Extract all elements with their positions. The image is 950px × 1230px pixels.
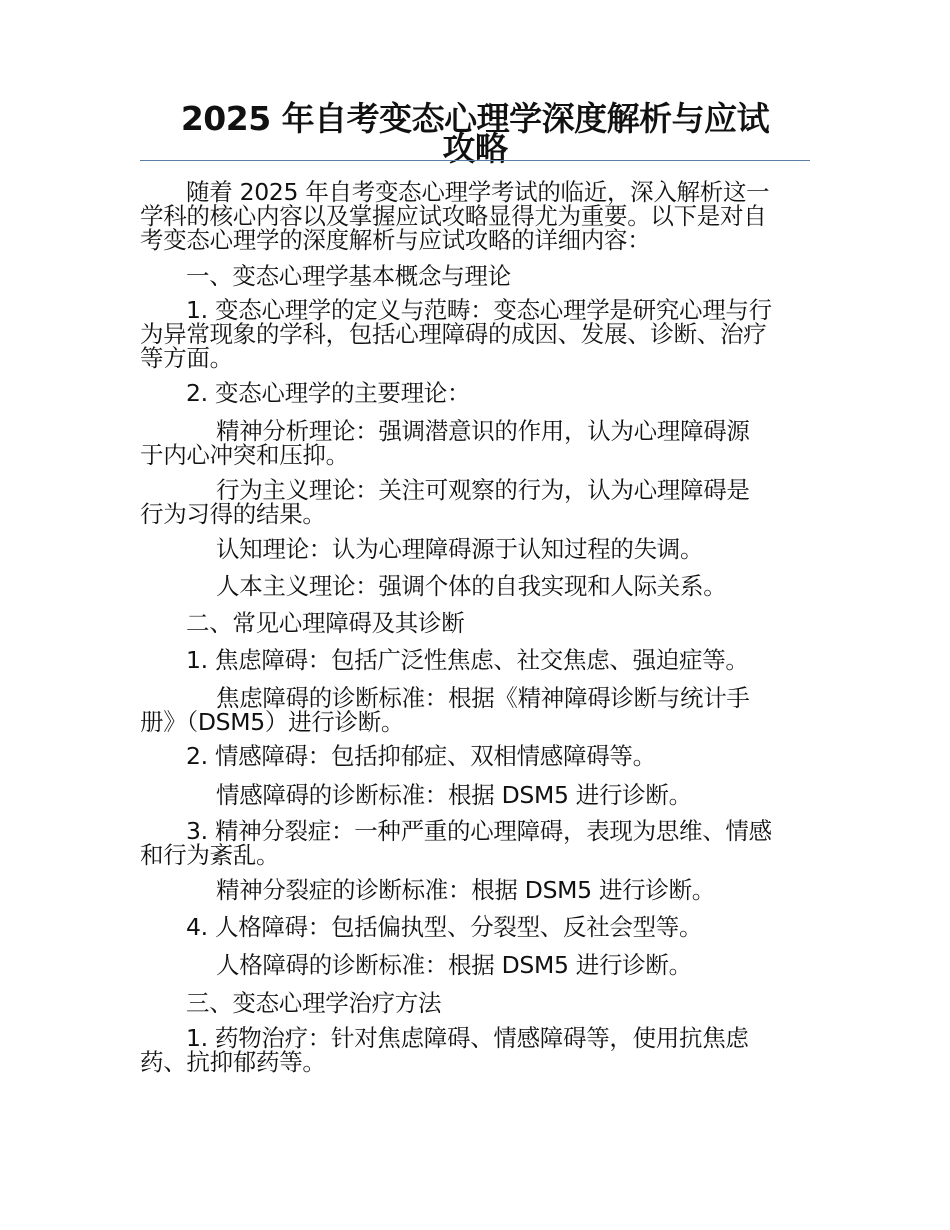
- item-2-3-line-1: 3. 精神分裂症：一种严重的心理障碍，表现为思维、情感: [186, 817, 772, 845]
- item-2-3-diagnosis: 精神分裂症的诊断标准：根据 DSM5 进行诊断。: [216, 876, 715, 904]
- theory-humanistic: 人本主义理论：强调个体的自我实现和人际关系。: [216, 572, 727, 600]
- item-1-1: [140, 298, 812, 370]
- theory-psychoanalytic: [140, 419, 812, 467]
- section-3-heading: 三、变态心理学治疗方法: [186, 989, 442, 1017]
- section-1-heading: 一、变态心理学基本概念与理论: [186, 262, 511, 290]
- item-2-2: 2. 情感障碍：包括抑郁症、双相情感障碍等。: [186, 742, 656, 770]
- item-1-1-line-1: 1. 变态心理学的定义与范畴：变态心理学是研究心理与行: [186, 296, 772, 324]
- item-2-3: [140, 819, 812, 867]
- item-1-2: 2. 变态心理学的主要理论：: [186, 379, 471, 407]
- section-2-heading: 二、常见心理障碍及其诊断: [186, 609, 465, 637]
- item-2-1-diagnosis-line-1: 焦虑障碍的诊断标准：根据《精神障碍诊断与统计手: [216, 684, 750, 712]
- theory-behaviorism-line-2: 行为习得的结果。: [140, 500, 326, 528]
- item-2-3-line-2: 和行为紊乱。: [140, 841, 280, 869]
- intro-line-3: 考变态心理学的深度解析与应试攻略的详细内容：: [140, 226, 651, 254]
- title-divider: [140, 160, 810, 161]
- theory-psychoanalytic-line-1: 精神分析理论：强调潜意识的作用，认为心理障碍源: [216, 417, 750, 445]
- intro-line-2: 学科的核心内容以及掌握应试攻略显得尤为重要。以下是对自: [140, 202, 767, 230]
- item-2-4: 4. 人格障碍：包括偏执型、分裂型、反社会型等。: [186, 913, 703, 941]
- item-2-1-diagnosis: [140, 686, 812, 734]
- theory-behaviorism-line-1: 行为主义理论：关注可观察的行为，认为心理障碍是: [216, 476, 750, 504]
- intro-paragraph: [140, 180, 812, 252]
- item-3-1: [140, 1026, 812, 1074]
- item-1-1-line-2: 为异常现象的学科，包括心理障碍的成因、发展、诊断、治疗: [140, 320, 767, 348]
- title-line-1: 2025 年自考变态心理学深度解析与应试: [180, 99, 770, 138]
- item-3-1-line-2: 药、抗抑郁药等。: [140, 1048, 326, 1076]
- theory-cognitive: 认知理论：认为心理障碍源于认知过程的失调。: [216, 535, 704, 563]
- item-1-1-line-3: 等方面。: [140, 344, 233, 372]
- item-2-4-diagnosis: 人格障碍的诊断标准：根据 DSM5 进行诊断。: [216, 951, 692, 979]
- theory-psychoanalytic-line-2: 于内心冲突和压抑。: [140, 441, 349, 469]
- theory-behaviorism: [140, 478, 812, 526]
- document-title: [140, 99, 810, 168]
- item-2-1-diagnosis-line-2: 册》（DSM5）进行诊断。: [140, 708, 405, 736]
- intro-line-1: 随着 2025 年自考变态心理学考试的临近，深入解析这一: [186, 178, 770, 206]
- item-2-1: 1. 焦虑障碍：包括广泛性焦虑、社交焦虑、强迫症等。: [186, 646, 749, 674]
- item-2-2-diagnosis: 情感障碍的诊断标准：根据 DSM5 进行诊断。: [216, 781, 692, 809]
- item-3-1-line-1: 1. 药物治疗：针对焦虑障碍、情感障碍等，使用抗焦虑: [186, 1024, 749, 1052]
- title-line-2: 攻略: [442, 129, 508, 168]
